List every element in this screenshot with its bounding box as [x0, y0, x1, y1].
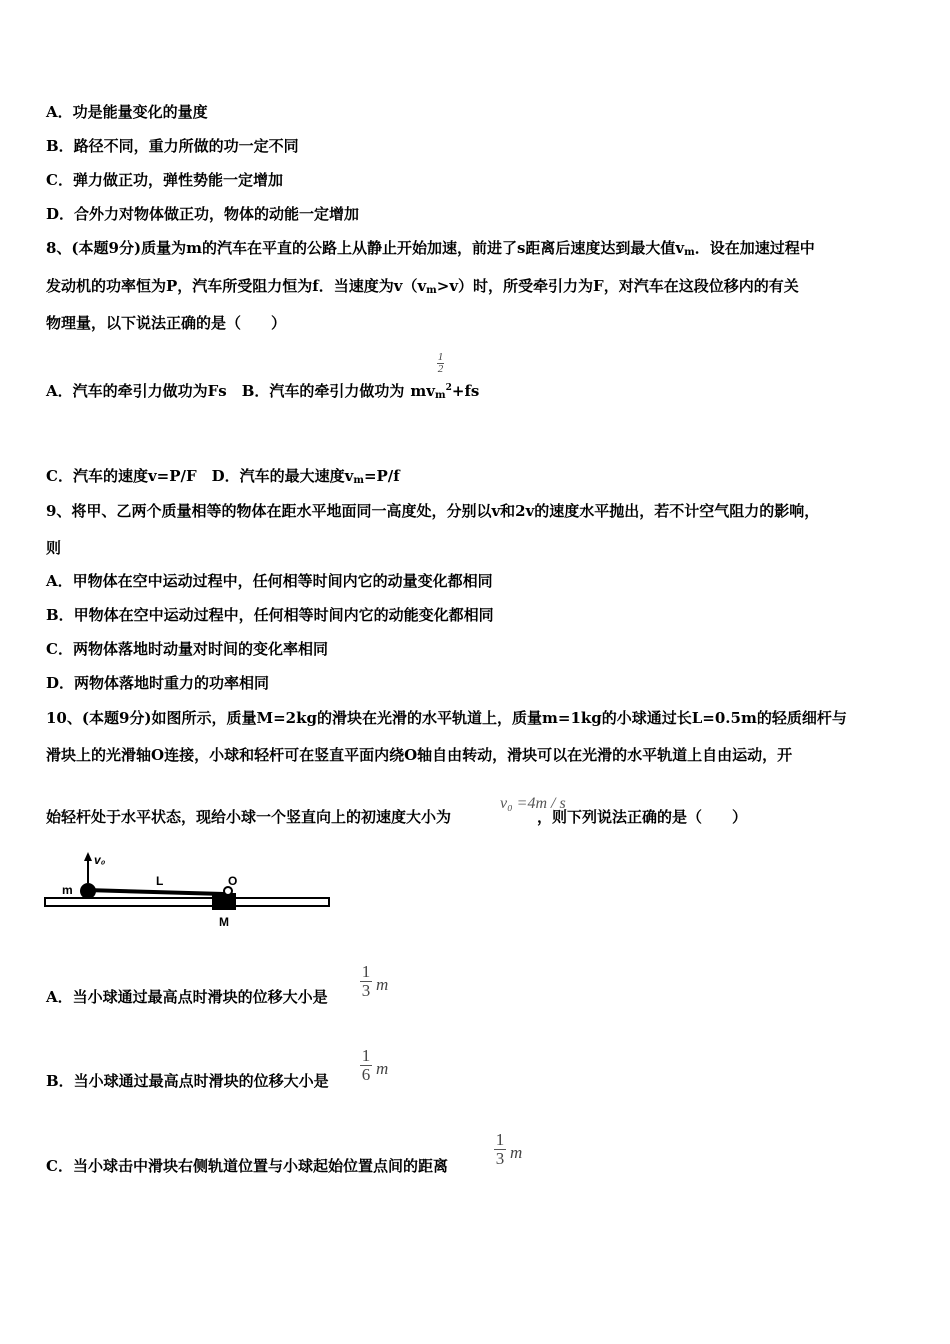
q8-options-ab: A．汽车的牵引力做功为Fs B．汽车的牵引力做功为 $mv_m^2+fs$: [46, 382, 480, 401]
q10-v0-formula: v₀ =4m / s: [500, 795, 566, 812]
label-o: O: [228, 874, 238, 888]
q9-option-a: A．甲物体在空中运动过程中，任何相等时间内它的动量变化都相同: [46, 572, 493, 590]
q8-stem-line1: 8、(本题9分)质量为m的汽车在平直的公路上从静止开始加速，前进了s距离后速度达到最大值$v_m$．设在加速过程中: [46, 239, 815, 258]
label-v0: v₀: [94, 853, 106, 867]
ball: [80, 883, 96, 899]
q10-a-fraction: 1 3: [361, 962, 371, 1000]
q10-option-a: A．当小球通过最高点时滑块的位移大小是: [46, 988, 328, 1006]
slider-block: [212, 893, 236, 910]
q10-a-unit: m: [376, 975, 389, 994]
q10-stem-line2: 滑块上的光滑轴O连接，小球和轻杆可在竖直平面内绕O轴自由转动，滑块可以在光滑的水平轨道上自由运动，开: [46, 746, 793, 764]
q9-option-d: D．两物体落地时重力的功率相同: [46, 674, 270, 692]
q8-options-cd: C．汽车的速度v=P/F D．汽车的最大速度$v_m=P/f$: [46, 467, 400, 486]
q9-option-b: B．甲物体在空中运动过程中，任何相等时间内它的动能变化都相同: [46, 606, 494, 624]
rod: [86, 890, 224, 894]
q10-option-b: B．当小球通过最高点时滑块的位移大小是: [46, 1072, 329, 1090]
velocity-arrowhead: [84, 852, 92, 861]
q10-stem-line3: 始轻杆处于水平状态，现给小球一个竖直向上的初速度大小为 ，则下列说法正确的是（ ）: [46, 808, 748, 826]
q10-diagram: [44, 848, 334, 930]
q7-option-c: C．弹力做正功，弹性势能一定增加: [46, 171, 283, 189]
q9-stem-line1: 9、将甲、乙两个质量相等的物体在距水平地面同一高度处，分别以v和2v的速度水平抛出，若不计空气阻力的影响，: [46, 502, 820, 520]
q8-half-fraction: 1 2: [437, 351, 444, 375]
q10-option-c: C．当小球击中滑块右侧轨道位置与小球起始位置点间的距离: [46, 1157, 448, 1175]
q7-option-b: B．路径不同，重力所做的功一定不同: [46, 137, 299, 155]
label-m: m: [62, 883, 73, 897]
label-l: L: [156, 874, 164, 888]
q10-b-fraction: 1 6: [361, 1046, 371, 1084]
q10-c-unit: m: [510, 1143, 523, 1162]
label-big-m: M: [219, 915, 229, 929]
q9-option-c: C．两物体落地时动量对时间的变化率相同: [46, 640, 328, 658]
q7-option-a: A．功是能量变化的量度: [46, 103, 208, 121]
q10-stem-line1: 10、(本题9分)如图所示，质量M=2kg的滑块在光滑的水平轨道上，质量m=1kg的小球通过长L=0.5m的轻质细杆与: [46, 709, 847, 727]
q8-stem-line3: 物理量，以下说法正确的是（ ）: [46, 314, 287, 332]
q9-stem-line2: 则: [46, 539, 62, 557]
q8-stem-line2: 发动机的功率恒为P，汽车所受阻力恒为f．当速度为$v(v_m>v)$时，所受牵引力为F，对汽车在这段位移内的有关: [46, 277, 799, 296]
track: [45, 898, 329, 906]
q10-b-unit: m: [376, 1059, 389, 1078]
pivot-o: [224, 887, 232, 895]
q10-c-fraction: 1 3: [495, 1130, 505, 1168]
q7-option-d: D．合外力对物体做正功，物体的动能一定增加: [46, 205, 360, 223]
